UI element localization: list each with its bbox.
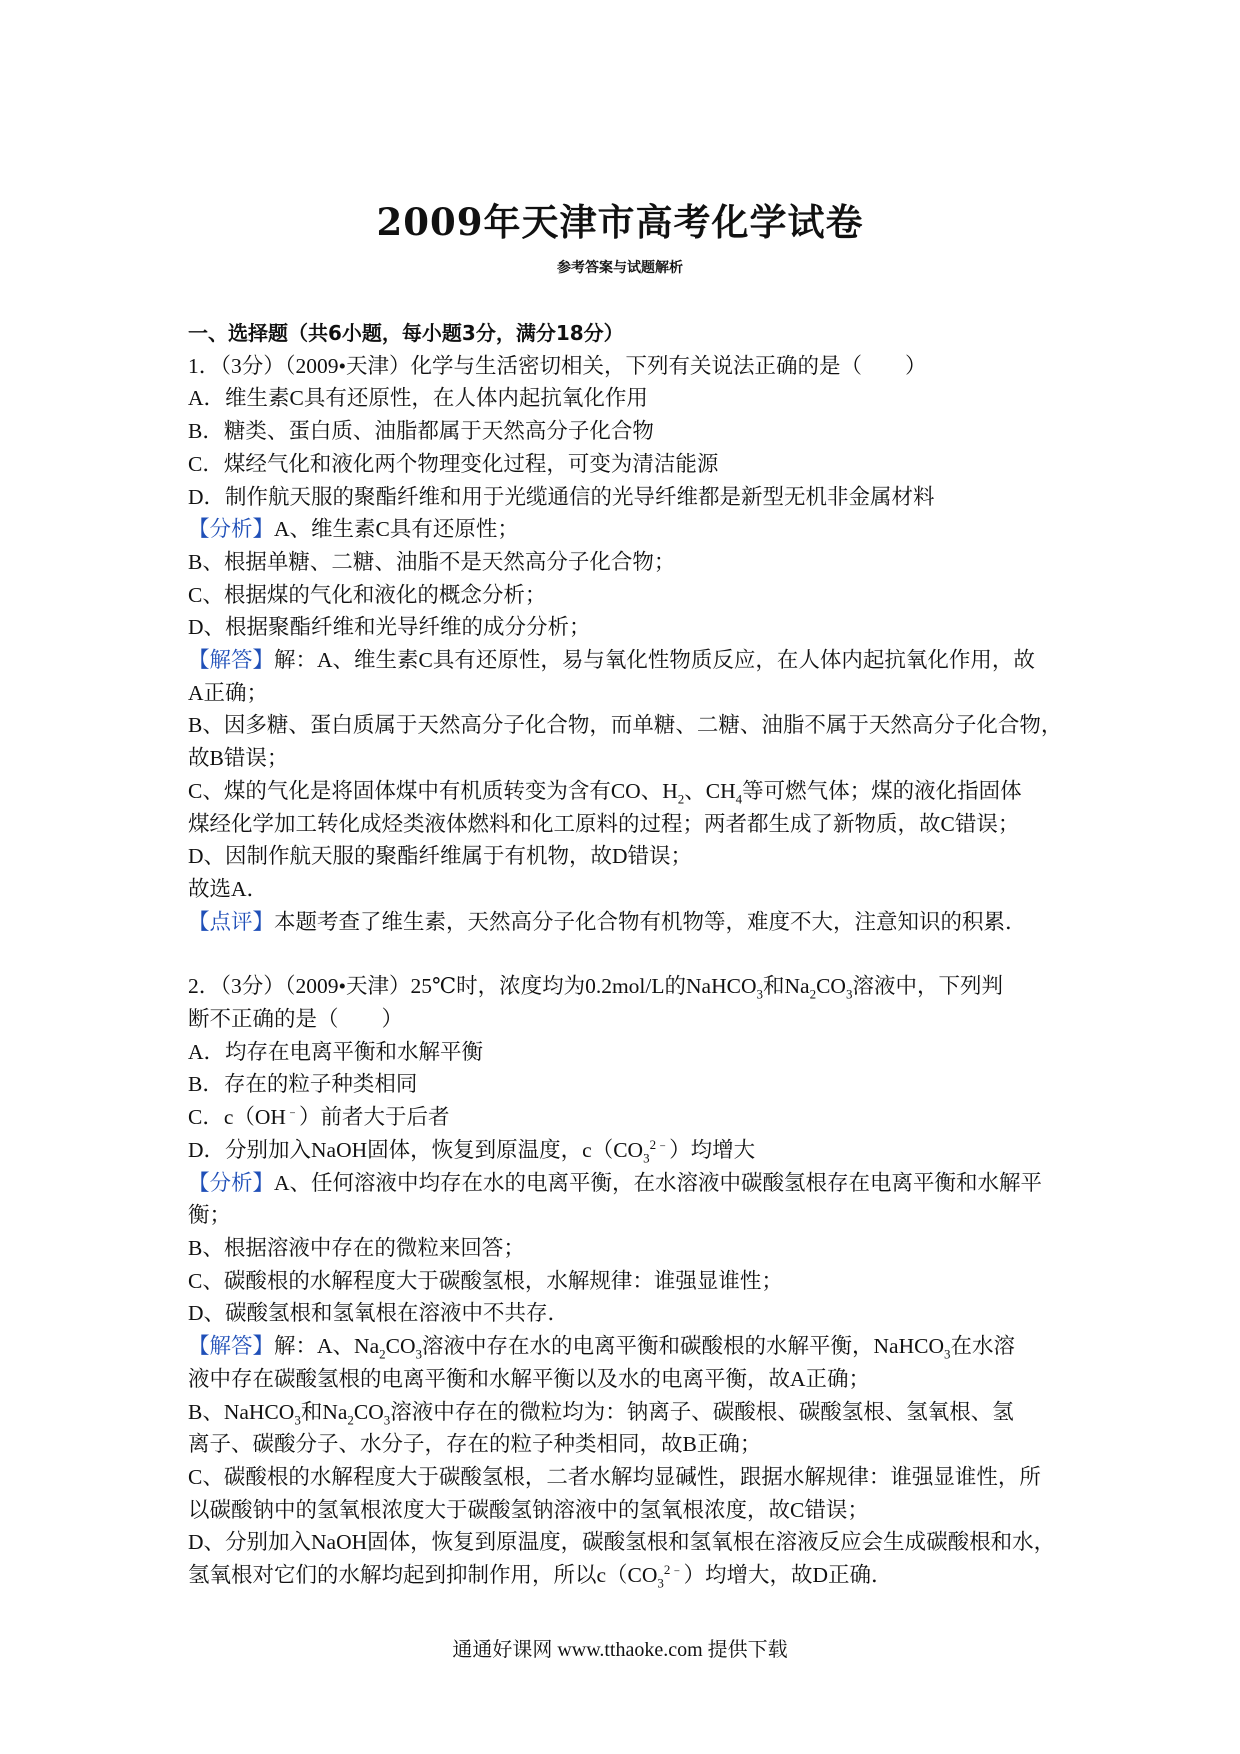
analysis-tag: 【分析】 <box>188 517 275 542</box>
q2-answer-line: 以碳酸钠中的氢氧根浓度大于碳酸氢钠溶液中的氢氧根浓度，故C错误； <box>188 1497 869 1522</box>
subscript: 3 <box>643 1150 650 1166</box>
q1-comment-line <box>188 906 1068 939</box>
answer-text: 溶液中存在水的电离平衡和碳酸根的水解平衡，NaHCO <box>422 1334 944 1359</box>
option-text: ）均增大 <box>669 1137 756 1162</box>
analysis-text: A、任何溶液中均存在水的电离平衡，在水溶液中碳酸氢根存在电离平衡和水解平 <box>274 1170 1043 1195</box>
q1-option-c: C．煤经气化和液化两个物理变化过程，可变为清洁能源 <box>188 451 719 476</box>
answer-text: 和Na <box>300 1399 348 1424</box>
comment-tag: 【点评】 <box>188 909 275 934</box>
subscript: 3 <box>657 1575 664 1591</box>
q2-answer-line <box>188 1559 1068 1592</box>
q1-analysis-line <box>188 513 1068 546</box>
q2-option-b: B．存在的粒子种类相同 <box>188 1072 418 1097</box>
answer-text: 在水溶 <box>950 1334 1015 1359</box>
answer-text: 、CH <box>684 778 736 803</box>
subscript: 3 <box>294 1411 301 1427</box>
answer-text: 解：A、Na <box>274 1334 380 1359</box>
question-2-stem <box>188 970 1068 1003</box>
subscript: 3 <box>415 1346 422 1362</box>
q1-answer-line: 故选A． <box>188 876 269 901</box>
subscript: 3 <box>383 1411 391 1427</box>
answer-text: 解：A、维生素C具有还原性，易与氧化性物质反应，在人体内起抗氧化作用，故 <box>274 648 1035 673</box>
subscript: 2 <box>809 986 817 1002</box>
answer-tag: 【解答】 <box>188 648 275 673</box>
comment-text: 本题考查了维生素，天然高分子化合物有机物等，难度不大，注意知识的积累． <box>274 909 1027 934</box>
q2-analysis-line: 衡； <box>188 1203 232 1228</box>
q1-option-a: A．维生素C具有还原性，在人体内起抗氧化作用 <box>188 386 648 411</box>
subscript: 2 <box>347 1411 354 1427</box>
q1-answer-line: 故B错误； <box>188 746 289 771</box>
subscript: 4 <box>735 791 743 807</box>
subscript: 2 <box>677 791 685 807</box>
section-heading: 一、选择题（共6小题，每小题3分，满分18分） <box>188 321 624 345</box>
q2-answer-line: C、碳酸根的水解程度大于碳酸氢根，二者水解均显碱性，跟据水解规律：谁强显谁性，所 <box>188 1464 1041 1489</box>
question-2-stem-cont: 断不正确的是（ ） <box>188 1007 404 1032</box>
answer-text: 等可燃气体；煤的液化指固体 <box>742 778 1022 803</box>
q2-option-d <box>188 1134 1068 1167</box>
answer-text: 溶液中存在的微粒均为：钠离子、碳酸根、碳酸氢根、氢氧根、氢 <box>390 1399 1014 1424</box>
q2-option-a: A．均存在电离平衡和水解平衡 <box>188 1039 484 1064</box>
subscript: 3 <box>845 986 853 1002</box>
superscript: 2﹣ <box>663 1561 684 1577</box>
q2-analysis-line: C、碳酸根的水解程度大于碳酸氢根，水解规律：谁强显谁性； <box>188 1268 783 1293</box>
q1-analysis-line: C、根据煤的气化和液化的概念分析； <box>188 582 547 607</box>
q1-option-d: D．制作航天服的聚酯纤维和用于光缆通信的光导纤维都是新型无机非金属材料 <box>188 484 935 509</box>
answer-text: C、煤的气化是将固体煤中有机质转变为含有CO、H <box>188 778 678 803</box>
subscript: 2 <box>379 1346 386 1362</box>
q1-analysis-line: D、根据聚酯纤维和光导纤维的成分分析； <box>188 615 591 640</box>
q1-analysis-line: B、根据单糖、二糖、油脂不是天然高分子化合物； <box>188 549 676 574</box>
q2-answer-line <box>188 1396 1068 1429</box>
superscript: ﹣ <box>285 1104 299 1120</box>
option-text: C．c（OH <box>188 1105 286 1130</box>
superscript: 2﹣ <box>649 1136 670 1152</box>
stem-text: 和Na <box>762 974 810 999</box>
answer-text: 氢氧根对它们的水解均起到抑制作用，所以c（CO <box>188 1563 658 1588</box>
q1-answer-line: D、因制作航天服的聚酯纤维属于有机物，故D错误； <box>188 844 693 869</box>
document-body <box>188 317 1068 1592</box>
analysis-tag: 【分析】 <box>188 1170 275 1195</box>
q1-answer-line: B、因多糖、蛋白质属于天然高分子化合物，而单糖、二糖、油脂不属于天然高分子化合物， <box>188 713 1063 738</box>
q1-answer-line <box>188 775 1068 808</box>
q1-answer-line: 煤经化学加工转化成烃类液体燃料和化工原料的过程；两者都生成了新物质，故C错误； <box>188 811 1020 836</box>
q2-answer-line: 液中存在碳酸氢根的电离平衡和水解平衡以及水的电离平衡，故A正确； <box>188 1366 871 1391</box>
question-1-stem: 1．（3分）（2009•天津）化学与生活密切相关，下列有关说法正确的是（ ） <box>188 353 927 378</box>
spacer <box>188 938 1068 970</box>
stem-text: 2．（3分）（2009•天津）25℃时，浓度均为0.2mol/L的NaHCO <box>188 974 757 999</box>
answer-text: CO <box>385 1334 416 1359</box>
subscript: 3 <box>756 986 763 1002</box>
stem-text: CO <box>816 974 846 999</box>
q2-answer-line <box>188 1330 1068 1363</box>
q2-option-c <box>188 1101 1068 1134</box>
stem-text: 溶液中，下列判 <box>852 974 1003 999</box>
answer-text: CO <box>353 1399 384 1424</box>
q2-analysis-line: D、碳酸氢根和氢氧根在溶液中不共存． <box>188 1301 570 1326</box>
option-text: D．分别加入NaOH固体，恢复到原温度，c（CO <box>188 1137 644 1162</box>
q2-analysis-line: B、根据溶液中存在的微粒来回答； <box>188 1235 525 1260</box>
q1-answer-line: A正确； <box>188 680 269 705</box>
page-footer: 通通好课网 www.tthaoke.com 提供下载 <box>452 1639 788 1661</box>
analysis-text: A、维生素C具有还原性； <box>274 517 519 542</box>
page-title: 2009年天津市高考化学试卷 <box>376 200 864 244</box>
q1-option-b: B．糖类、蛋白质、油脂都属于天然高分子化合物 <box>188 419 654 444</box>
answer-text: ）均增大，故D正确． <box>683 1563 893 1588</box>
q2-answer-line: 离子、碳酸分子、水分子，存在的粒子种类相同，故B正确； <box>188 1432 762 1457</box>
page-subtitle: 参考答案与试题解析 <box>557 260 683 276</box>
answer-text: B、NaHCO <box>188 1399 295 1424</box>
option-text: ）前者大于后者 <box>298 1105 450 1130</box>
q2-analysis-line <box>188 1167 1068 1200</box>
q2-answer-line: D、分别加入NaOH固体，恢复到原温度，碳酸氢根和氢氧根在溶液反应会生成碳酸根和水， <box>188 1530 1056 1555</box>
subscript: 3 <box>943 1346 951 1362</box>
q1-answer-line <box>188 644 1068 677</box>
answer-tag: 【解答】 <box>188 1334 275 1359</box>
